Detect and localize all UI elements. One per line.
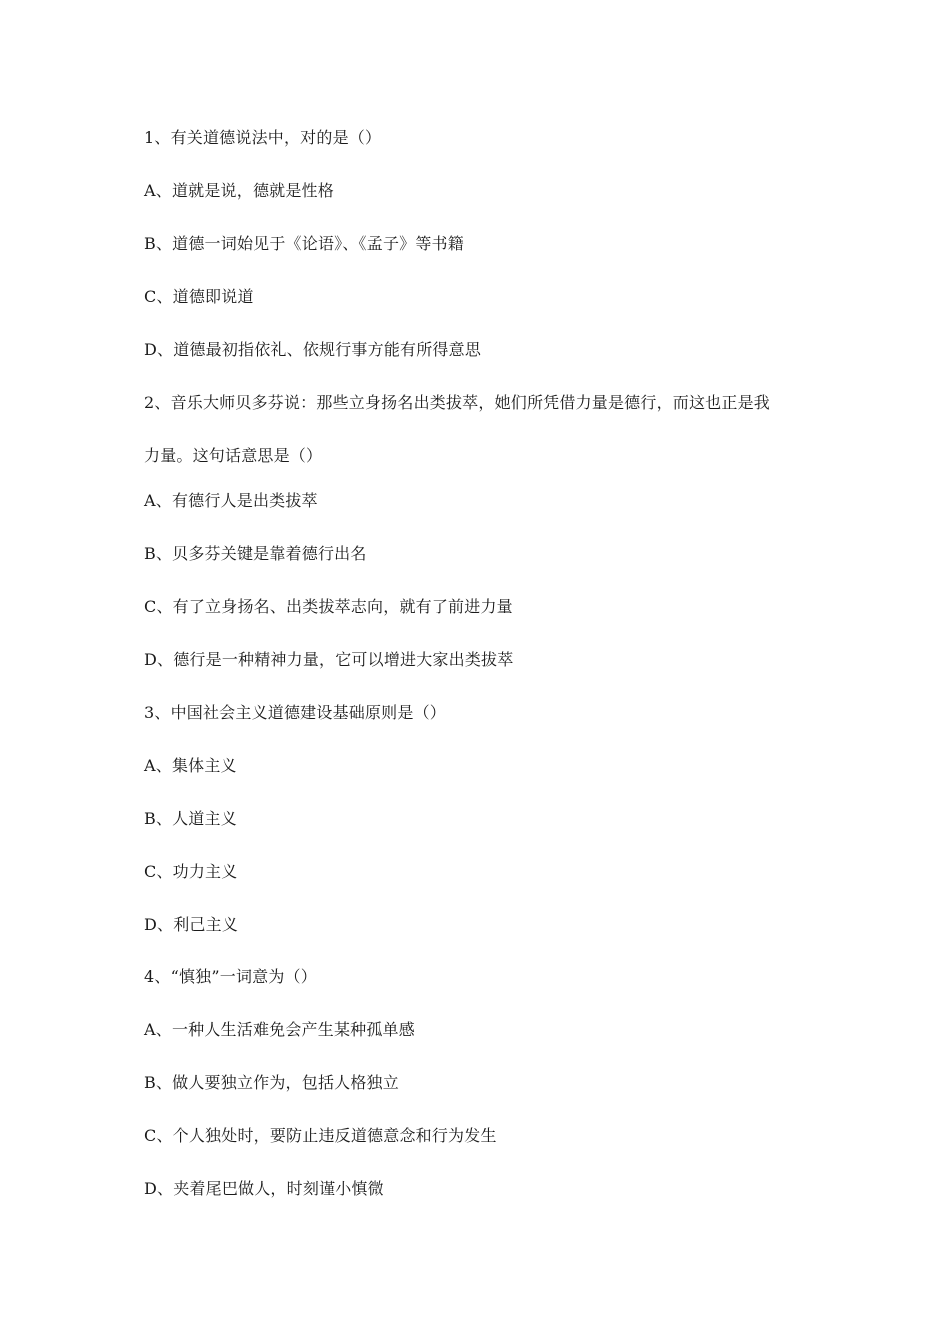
question-3-option-a: A、集体主义 xyxy=(144,756,237,775)
question-3-text: 3、中国社会主义道德建设基础原则是（） xyxy=(144,703,446,722)
question-2-option-b: B、贝多芬关键是靠着德行出名 xyxy=(144,544,367,563)
question-4-option-a: A、一种人生活难免会产生某种孤单感 xyxy=(144,1020,415,1039)
question-1-option-a: A、道就是说，德就是性格 xyxy=(144,181,334,200)
question-3-option-c: C、功力主义 xyxy=(144,862,238,881)
question-3-option-b: B、人道主义 xyxy=(144,809,237,828)
question-1-option-b: B、道德一词始见于《论语》、《孟子》等书籍 xyxy=(144,234,464,253)
question-4-option-c: C、个人独处时，要防止违反道德意念和行为发生 xyxy=(144,1126,497,1145)
question-2-text-line-1: 2、音乐大师贝多芬说：那些立身扬名出类拔萃，她们所凭借力量是德行，而这也正是我 xyxy=(144,393,770,412)
question-3-option-d: D、利己主义 xyxy=(144,915,239,934)
question-2-text-line-2: 力量。这句话意思是（） xyxy=(144,446,323,465)
question-2-option-a: A、有德行人是出类拔萃 xyxy=(144,491,318,510)
question-2-option-c: C、有了立身扬名、出类拔萃志向，就有了前进力量 xyxy=(144,597,513,616)
question-1-text: 1、有关道德说法中，对的是（） xyxy=(144,128,382,147)
question-4-option-b: B、做人要独立作为，包括人格独立 xyxy=(144,1073,399,1092)
question-1-option-d: D、道德最初指依礼、依规行事方能有所得意思 xyxy=(144,340,482,359)
question-1-option-c: C、道德即说道 xyxy=(144,287,254,306)
question-4-option-d: D、夹着尾巴做人，时刻谨小慎微 xyxy=(144,1179,384,1198)
question-2-option-d: D、德行是一种精神力量，它可以增进大家出类拔萃 xyxy=(144,650,514,669)
question-4-text: 4、“慎独”一词意为（） xyxy=(144,967,317,986)
